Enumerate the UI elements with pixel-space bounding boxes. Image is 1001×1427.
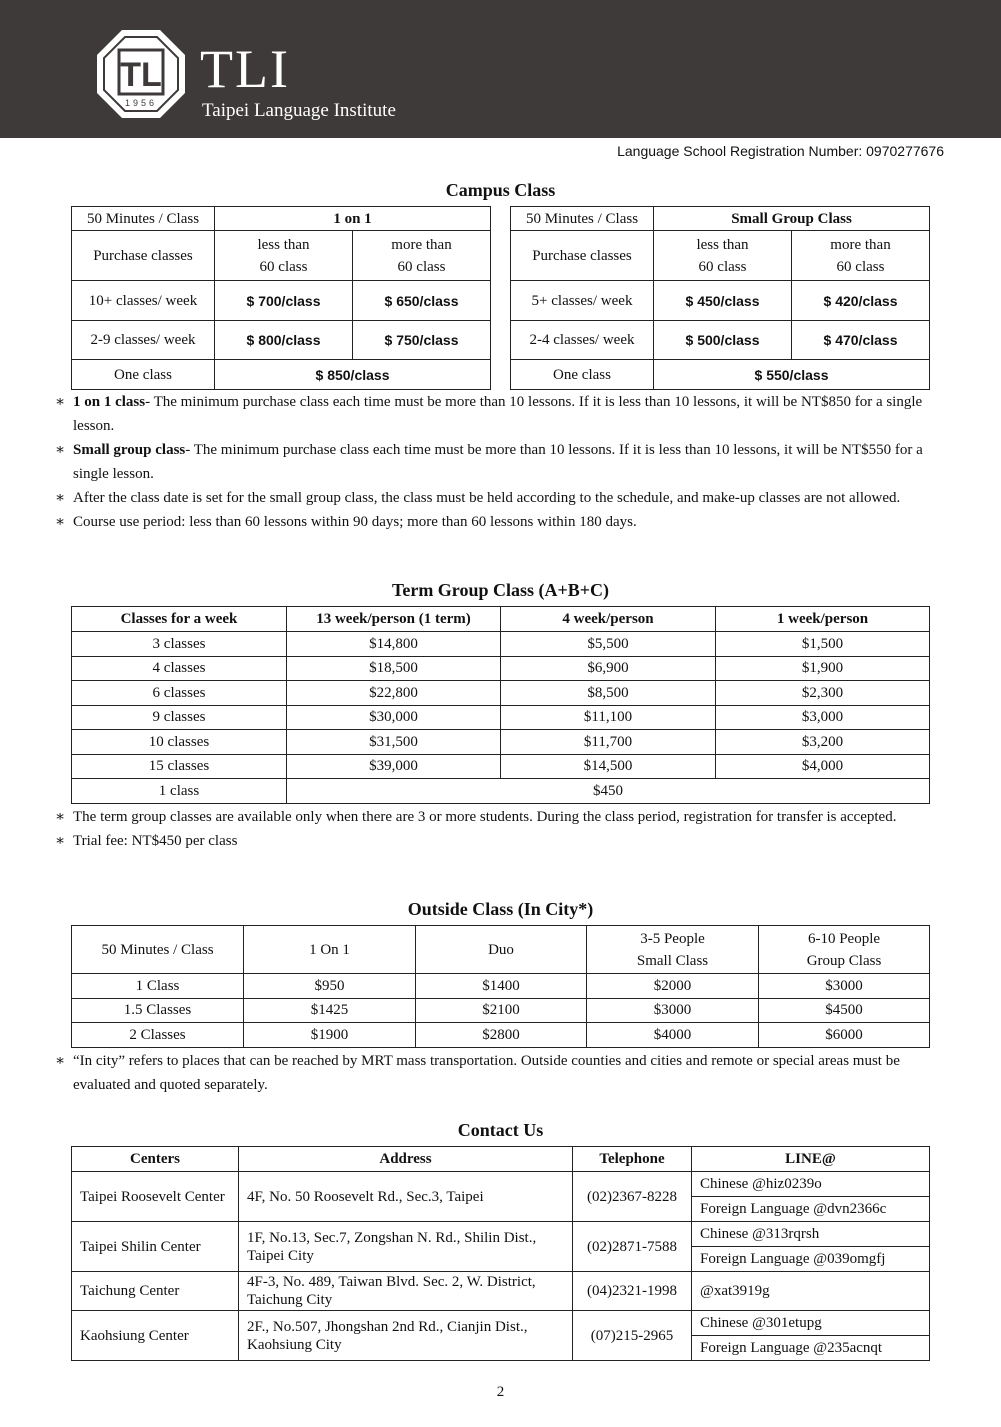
table-cell: $3000 <box>759 974 930 999</box>
table-cell: less than 60 class <box>215 231 353 281</box>
note-marker: ∗ <box>55 514 66 530</box>
price-cell: $ 750/class <box>353 321 491 360</box>
table-cell: 3 classes <box>72 632 287 657</box>
table-header: LINE@ <box>692 1147 930 1172</box>
table-header: 1 week/person <box>716 607 930 632</box>
table-row <box>72 998 930 1023</box>
table-header: Telephone <box>573 1147 692 1172</box>
price-cell: $ 450/class <box>654 281 792 321</box>
note-item <box>55 510 955 534</box>
brand-subtitle: Taipei Language Institute <box>202 100 396 121</box>
table-cell: $1,900 <box>716 656 930 681</box>
table-cell: $31,500 <box>287 730 501 755</box>
center-address: 4F-3, No. 489, Taiwan Blvd. Sec. 2, W. District, Taichung City <box>239 1272 573 1311</box>
line-id: Foreign Language @dvn2366c <box>692 1197 930 1222</box>
one-on-one-table <box>71 206 491 390</box>
note-text: - The minimum purchase class each time must be more than 10 lessons. If it is less than 10 lessons, it will be NT$850 for a single lesson. <box>73 394 923 434</box>
note-marker: ∗ <box>55 442 66 458</box>
page-number: 2 <box>496 1384 505 1400</box>
table-cell: $450 <box>287 779 930 804</box>
table-cell: $1900 <box>244 1023 416 1048</box>
table-cell: $2000 <box>587 974 759 999</box>
table-header: 4 week/person <box>501 607 716 632</box>
note-text: “In city” refers to places that can be reached by MRT mass transportation. Outside counties and cities and remote or special areas must be evaluated and quoted separately. <box>73 1053 900 1093</box>
table-cell: $14,500 <box>501 754 716 779</box>
table-row <box>72 1172 930 1197</box>
table-cell: 1 class <box>72 779 287 804</box>
price-cell: $ 470/class <box>792 321 930 360</box>
table-cell: 1.5 Classes <box>72 998 244 1023</box>
table-cell: $2,300 <box>716 681 930 706</box>
table-cell: 50 Minutes / Class <box>72 207 215 231</box>
table-header: Classes for a week <box>72 607 287 632</box>
table-row <box>72 1272 930 1311</box>
note-text: - The minimum purchase class each time must be more than 10 lessons. If it is less than 10 lessons, it will be NT$550 for a single lesson. <box>73 442 923 482</box>
price-cell: $ 850/class <box>215 360 491 390</box>
table-cell: $1400 <box>416 974 587 999</box>
table-cell: $3000 <box>587 998 759 1023</box>
price-cell: $ 420/class <box>792 281 930 321</box>
price-cell: $ 700/class <box>215 281 353 321</box>
table-cell: $2800 <box>416 1023 587 1048</box>
center-name: Taichung Center <box>72 1272 239 1311</box>
table-header: 1 on 1 <box>215 207 491 231</box>
note-bold: Small group class <box>73 442 186 458</box>
table-cell: $39,000 <box>287 754 501 779</box>
note-item <box>55 805 955 829</box>
line-id: @xat3919g <box>692 1272 930 1311</box>
note-item <box>55 390 955 438</box>
note-item <box>55 1049 955 1097</box>
table-header: 50 Minutes / Class <box>72 926 244 974</box>
table-cell: 2-4 classes/ week <box>511 321 654 360</box>
table-cell: $6,900 <box>501 656 716 681</box>
note-text: Trial fee: NT$450 per class <box>73 833 238 849</box>
table-header: Centers <box>72 1147 239 1172</box>
note-item <box>55 438 955 486</box>
table-header: 3-5 People Small Class <box>587 926 759 974</box>
table-cell: 10 classes <box>72 730 287 755</box>
table-row <box>72 754 930 779</box>
table-cell: $14,800 <box>287 632 501 657</box>
brand-name: TLI <box>200 39 290 99</box>
center-address: 4F, No. 50 Roosevelt Rd., Sec.3, Taipei <box>239 1172 573 1222</box>
term-notes <box>55 805 955 853</box>
table-cell: $11,100 <box>501 705 716 730</box>
note-marker: ∗ <box>55 833 66 849</box>
table-cell: $30,000 <box>287 705 501 730</box>
svg-text:1956: 1956 <box>124 98 158 108</box>
note-text: After the class date is set for the small group class, the class must be held according to the schedule, and make-up classes are not allowed. <box>73 490 901 506</box>
table-cell: 2-9 classes/ week <box>72 321 215 360</box>
line-id: Chinese @313rqrsh <box>692 1222 930 1247</box>
table-cell: 50 Minutes / Class <box>511 207 654 231</box>
outside-table <box>71 925 930 1048</box>
table-row <box>72 705 930 730</box>
line-id: Chinese @hiz0239o <box>692 1172 930 1197</box>
table-cell: 15 classes <box>72 754 287 779</box>
term-table <box>71 606 930 804</box>
center-name: Taipei Shilin Center <box>72 1222 239 1272</box>
table-cell: $1,500 <box>716 632 930 657</box>
center-phone: (07)215-2965 <box>573 1311 692 1361</box>
table-cell: $5,500 <box>501 632 716 657</box>
table-cell: 10+ classes/ week <box>72 281 215 321</box>
table-row <box>72 730 930 755</box>
table-row <box>72 779 930 804</box>
campus-class-title: Campus Class <box>445 180 556 200</box>
table-header: 13 week/person (1 term) <box>287 607 501 632</box>
center-address: 1F, No.13, Sec.7, Zongshan N. Rd., Shilin Dist., Taipei City <box>239 1222 573 1272</box>
center-name: Taipei Roosevelt Center <box>72 1172 239 1222</box>
table-cell: 9 classes <box>72 705 287 730</box>
note-text: The term group classes are available only when there are 3 or more students. During the class period, registration for transfer is accepted. <box>73 809 897 825</box>
svg-text:TL: TL <box>120 56 162 94</box>
note-marker: ∗ <box>55 809 66 825</box>
note-text: Course use period: less than 60 lessons within 90 days; more than 60 lessons within 180 days. <box>73 514 637 530</box>
price-cell: $ 650/class <box>353 281 491 321</box>
table-header: Small Group Class <box>654 207 930 231</box>
table-cell: more than 60 class <box>792 231 930 281</box>
table-cell: Purchase classes <box>72 231 215 281</box>
table-cell: $1425 <box>244 998 416 1023</box>
term-class-title: Term Group Class (A+B+C) <box>391 580 610 600</box>
note-marker: ∗ <box>55 394 66 410</box>
outside-notes <box>55 1049 955 1097</box>
center-name: Kaohsiung Center <box>72 1311 239 1361</box>
table-cell: $18,500 <box>287 656 501 681</box>
table-cell: less than 60 class <box>654 231 792 281</box>
table-cell: $4500 <box>759 998 930 1023</box>
price-cell: $ 500/class <box>654 321 792 360</box>
table-cell: more than 60 class <box>353 231 491 281</box>
table-row <box>72 681 930 706</box>
note-marker: ∗ <box>55 1053 66 1069</box>
table-cell: One class <box>72 360 215 390</box>
note-item <box>55 486 955 510</box>
table-cell: $22,800 <box>287 681 501 706</box>
center-phone: (02)2871-7588 <box>573 1222 692 1272</box>
note-marker: ∗ <box>55 490 66 506</box>
header-banner <box>0 0 1001 138</box>
table-cell: $4000 <box>587 1023 759 1048</box>
table-cell: 6 classes <box>72 681 287 706</box>
center-address: 2F., No.507, Jhongshan 2nd Rd., Cianjin Dist., Kaohsiung City <box>239 1311 573 1361</box>
line-id: Foreign Language @039omgfj <box>692 1247 930 1272</box>
table-row <box>72 1311 930 1336</box>
table-cell: 5+ classes/ week <box>511 281 654 321</box>
table-cell: $4,000 <box>716 754 930 779</box>
campus-notes <box>55 390 955 534</box>
table-cell: $3,200 <box>716 730 930 755</box>
price-cell: $ 800/class <box>215 321 353 360</box>
table-header: Address <box>239 1147 573 1172</box>
table-cell: $11,700 <box>501 730 716 755</box>
table-header: 6-10 People Group Class <box>759 926 930 974</box>
table-header: 1 On 1 <box>244 926 416 974</box>
line-id: Chinese @301etupg <box>692 1311 930 1336</box>
note-bold: 1 on 1 class <box>73 394 146 410</box>
tli-logo-icon <box>95 28 187 120</box>
table-cell: $6000 <box>759 1023 930 1048</box>
table-cell: One class <box>511 360 654 390</box>
table-cell: $950 <box>244 974 416 999</box>
contact-title: Contact Us <box>457 1120 544 1140</box>
table-row <box>72 1023 930 1048</box>
line-id: Foreign Language @235acnqt <box>692 1336 930 1361</box>
table-cell: $3,000 <box>716 705 930 730</box>
table-cell: 1 Class <box>72 974 244 999</box>
table-cell: $8,500 <box>501 681 716 706</box>
table-row <box>72 974 930 999</box>
center-phone: (02)2367-8228 <box>573 1172 692 1222</box>
table-row <box>72 1222 930 1247</box>
note-item <box>55 829 955 853</box>
price-cell: $ 550/class <box>654 360 930 390</box>
registration-number: Language School Registration Number: 0970277676 <box>617 143 944 159</box>
small-group-table <box>510 206 930 390</box>
outside-class-title: Outside Class (In City*) <box>407 899 594 919</box>
table-cell: $2100 <box>416 998 587 1023</box>
table-cell: Purchase classes <box>511 231 654 281</box>
table-row <box>72 656 930 681</box>
table-cell: 4 classes <box>72 656 287 681</box>
table-row <box>72 632 930 657</box>
contact-table <box>71 1146 930 1361</box>
table-header: Duo <box>416 926 587 974</box>
center-phone: (04)2321-1998 <box>573 1272 692 1311</box>
table-cell: 2 Classes <box>72 1023 244 1048</box>
